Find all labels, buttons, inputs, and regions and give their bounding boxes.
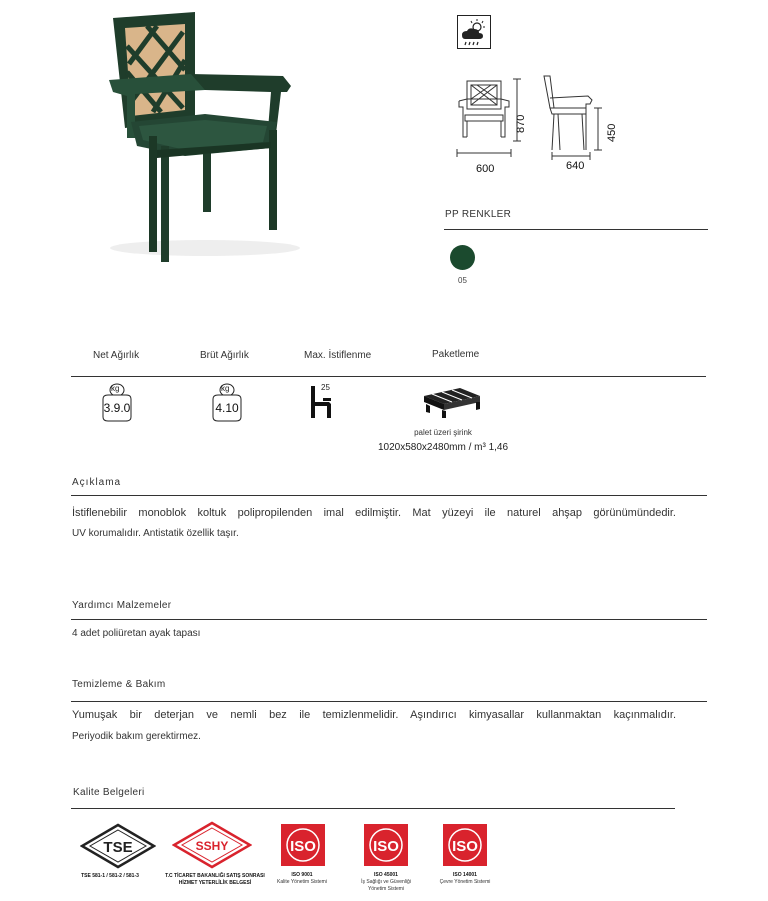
sshy-caption-1: T.C TİCARET BAKANLIĞI SATIŞ SONRASI bbox=[165, 873, 265, 879]
net-weight-unit: kg bbox=[111, 384, 120, 393]
dimension-depth: 640 bbox=[566, 160, 585, 172]
iso-45001-caption: ISO 45001 bbox=[374, 872, 398, 878]
dimension-height: 870 bbox=[515, 114, 527, 133]
iso-45001-logo-text: ISO bbox=[373, 838, 399, 855]
certs-title: Kalite Belgeleri bbox=[73, 787, 145, 798]
max-stack-value: 25 bbox=[321, 383, 330, 392]
iso-45001-logo bbox=[364, 824, 408, 866]
care-line1: Yumuşak bir deterjan ve nemli bez ile temizlenmelidir. Aşındırıcı kimyasallar kullanmaktan kaçınmalıdır. bbox=[72, 709, 676, 721]
colors-section-title: PP RENKLER bbox=[445, 209, 512, 220]
certs-divider bbox=[71, 808, 675, 809]
iso-45001-sub-2: Yönetim Sistemi bbox=[367, 886, 405, 892]
iso-9001-logo bbox=[281, 824, 325, 866]
iso-9001-caption: ISO 9001 bbox=[291, 872, 313, 878]
description-line2: UV korumalıdır. Antistatik özellik taşır. bbox=[72, 528, 239, 539]
aux-line1: 4 adet poliüretan ayak tapası bbox=[72, 628, 201, 639]
sshy-caption-2: HİZMET YETERLİLİK BELGESİ bbox=[178, 880, 252, 886]
pallet-icon bbox=[420, 384, 482, 418]
aux-divider bbox=[71, 619, 707, 620]
description-divider bbox=[71, 495, 707, 496]
description-title: Açıklama bbox=[72, 477, 122, 488]
tse-caption: TSE 581-1 / 581-2 / 581-3 bbox=[81, 873, 139, 879]
description-line1: İstiflenebilir monoblok koltuk polipropilenden imal edilmiştir. Mat yüzeyi ile naturel ahşap görünümündedir. bbox=[72, 507, 676, 519]
iso-45001-sub-1: İş Sağlığı ve Güvenliği bbox=[361, 879, 411, 885]
gross-weight-unit: kg bbox=[221, 384, 230, 393]
weather-cloud-sun-rain-icon bbox=[457, 15, 491, 49]
gross-weight-label: Brüt Ağırlık bbox=[200, 350, 249, 361]
sshy-logo bbox=[172, 821, 252, 869]
net-weight-value: 3.9.0 bbox=[103, 401, 131, 415]
dimension-width: 600 bbox=[476, 163, 495, 175]
max-stack-label: Max. İstiflenme bbox=[304, 350, 372, 361]
product-chair-image bbox=[95, 10, 300, 265]
specs-divider bbox=[71, 376, 706, 377]
packaging-line1: palet üzeri şirink bbox=[414, 428, 472, 437]
care-title: Temizleme & Bakım bbox=[72, 679, 166, 690]
tse-logo bbox=[80, 823, 156, 869]
dimension-seat-height: 450 bbox=[606, 123, 618, 142]
sshy-logo-text: SSHY bbox=[195, 839, 229, 853]
colors-divider bbox=[444, 229, 708, 230]
net-weight-label: Net Ağırlık bbox=[93, 350, 140, 361]
gross-weight-value: 4.10 bbox=[215, 401, 239, 415]
iso-14001-caption: ISO 14001 bbox=[453, 872, 477, 878]
chair-side-drawing bbox=[540, 72, 610, 162]
iso-14001-logo-text: ISO bbox=[452, 838, 478, 855]
packaging-line2: 1020x580x2480mm / m³ 1,46 bbox=[377, 442, 509, 453]
aux-title: Yardımcı Malzemeler bbox=[72, 600, 172, 611]
iso-9001-logo-text: ISO bbox=[290, 838, 316, 855]
iso-14001-sub: Çevre Yönetim Sistemi bbox=[439, 879, 491, 885]
tse-logo-text: TSE bbox=[103, 839, 133, 856]
iso-9001-sub: Kalite Yönetim Sistemi bbox=[277, 879, 327, 885]
packaging-label: Paketleme bbox=[432, 349, 480, 360]
color-swatch-code: 05 bbox=[458, 276, 467, 285]
care-line2: Periyodik bakım gerektirmez. bbox=[72, 731, 201, 742]
iso-14001-logo bbox=[443, 824, 487, 866]
color-swatch-05[interactable] bbox=[450, 245, 475, 270]
care-divider bbox=[71, 701, 707, 702]
